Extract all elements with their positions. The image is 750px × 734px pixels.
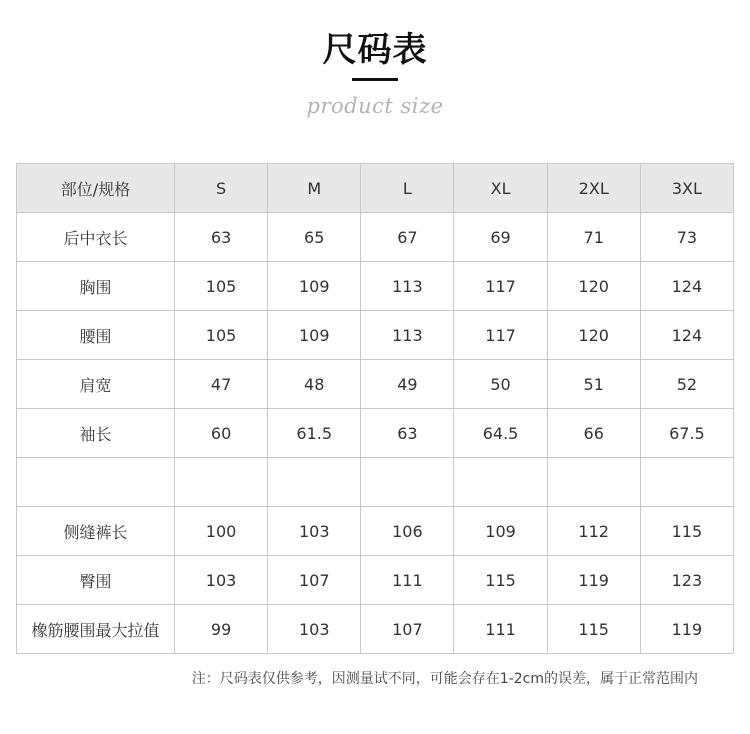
size-value-cell: 117 (454, 262, 547, 311)
size-value-cell: 103 (268, 507, 361, 556)
row-label-cell (17, 458, 175, 507)
size-chart-table (16, 163, 734, 654)
table-row-waist (17, 311, 734, 360)
size-value-cell: 124 (640, 311, 733, 360)
size-value-cell: 115 (454, 556, 547, 605)
size-value-cell: 103 (175, 556, 268, 605)
size-value-cell: 107 (361, 605, 454, 654)
size-value-cell: 49 (361, 360, 454, 409)
size-value-cell: 51 (547, 360, 640, 409)
row-label-cell: 侧缝裤长 (17, 507, 175, 556)
size-value-cell: 73 (640, 213, 733, 262)
size-value-cell: 71 (547, 213, 640, 262)
size-value-cell (175, 458, 268, 507)
size-value-cell: 66 (547, 409, 640, 458)
size-value-cell (361, 458, 454, 507)
size-value-cell: 119 (547, 556, 640, 605)
size-value-cell: 52 (640, 360, 733, 409)
table-header-row (17, 164, 734, 213)
size-note: 注：尺码表仅供参考，因测量试不同，可能会存在1-2cm的误差，属于正常范围内 (191, 671, 698, 687)
size-value-cell: 109 (454, 507, 547, 556)
size-value-cell: 120 (547, 311, 640, 360)
size-value-cell: 65 (268, 213, 361, 262)
column-header-xl: XL (454, 164, 547, 213)
size-value-cell: 109 (268, 262, 361, 311)
size-value-cell: 64.5 (454, 409, 547, 458)
table-row-spacer (17, 458, 734, 507)
size-value-cell: 48 (268, 360, 361, 409)
row-label-cell: 橡筋腰围最大拉值 (17, 605, 175, 654)
row-label-cell: 臀围 (17, 556, 175, 605)
size-value-cell: 67 (361, 213, 454, 262)
size-value-cell: 119 (640, 605, 733, 654)
size-value-cell (268, 458, 361, 507)
table-row-sleeve (17, 409, 734, 458)
size-value-cell: 107 (268, 556, 361, 605)
size-value-cell: 113 (361, 311, 454, 360)
size-value-cell: 115 (640, 507, 733, 556)
size-value-cell: 115 (547, 605, 640, 654)
table-row-back-length (17, 213, 734, 262)
column-header-l: L (361, 164, 454, 213)
size-value-cell: 113 (361, 262, 454, 311)
table-row-elastic-waist-max (17, 605, 734, 654)
table-body (17, 213, 734, 654)
size-value-cell: 111 (454, 605, 547, 654)
size-value-cell: 99 (175, 605, 268, 654)
size-value-cell: 111 (361, 556, 454, 605)
title-underline (352, 78, 398, 81)
size-value-cell: 105 (175, 311, 268, 360)
row-label-cell: 胸围 (17, 262, 175, 311)
size-value-cell: 123 (640, 556, 733, 605)
column-header-m: M (268, 164, 361, 213)
size-value-cell: 69 (454, 213, 547, 262)
size-value-cell (640, 458, 733, 507)
column-header-s: S (175, 164, 268, 213)
column-header-2xl: 2XL (547, 164, 640, 213)
row-label-cell: 肩宽 (17, 360, 175, 409)
size-value-cell: 63 (361, 409, 454, 458)
table-row-hip (17, 556, 734, 605)
size-value-cell: 60 (175, 409, 268, 458)
size-value-cell (454, 458, 547, 507)
size-value-cell: 103 (268, 605, 361, 654)
table-row-chest (17, 262, 734, 311)
size-value-cell: 61.5 (268, 409, 361, 458)
size-value-cell: 105 (175, 262, 268, 311)
row-label-cell: 后中衣长 (17, 213, 175, 262)
size-value-cell: 63 (175, 213, 268, 262)
size-value-cell: 50 (454, 360, 547, 409)
size-value-cell: 112 (547, 507, 640, 556)
size-value-cell: 100 (175, 507, 268, 556)
table-row-side-seam-length (17, 507, 734, 556)
size-value-cell: 117 (454, 311, 547, 360)
page-subtitle: product size (306, 94, 444, 118)
size-value-cell (547, 458, 640, 507)
row-label-cell: 腰围 (17, 311, 175, 360)
size-value-cell: 67.5 (640, 409, 733, 458)
row-label-cell: 袖长 (17, 409, 175, 458)
table-row-shoulder (17, 360, 734, 409)
size-value-cell: 109 (268, 311, 361, 360)
size-value-cell: 124 (640, 262, 733, 311)
page-title: 尺码表 (322, 30, 428, 70)
size-value-cell: 120 (547, 262, 640, 311)
size-value-cell: 47 (175, 360, 268, 409)
size-value-cell: 106 (361, 507, 454, 556)
column-header-part: 部位/规格 (17, 164, 175, 213)
column-header-3xl: 3XL (640, 164, 733, 213)
